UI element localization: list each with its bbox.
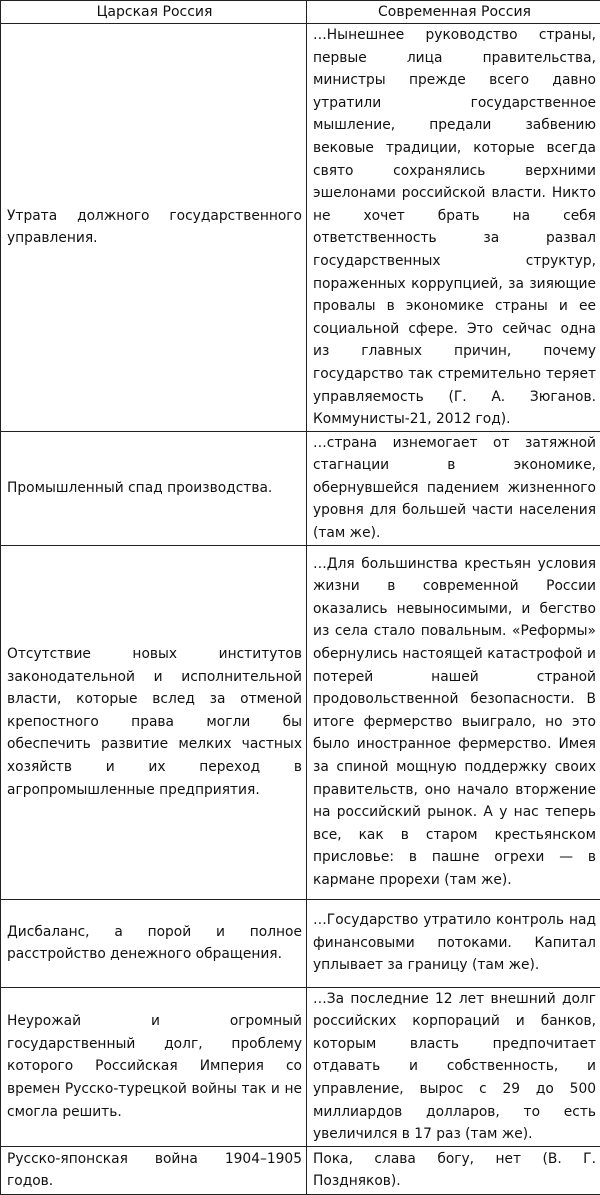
modern-cell bbox=[307, 987, 600, 1146]
tsarist-text: Дисбаланс, а порой и полное расстройство денежного обращения. bbox=[7, 921, 302, 966]
tsarist-cell bbox=[1, 899, 307, 987]
modern-text: …За последние 12 лет внешний долг российских корпораций и банков, которым власть предпочитает отдавать и собственность, и управление, вырос с 29 до 500 миллиардов долларов, то есть увеличился в 17 раз (там же). bbox=[313, 988, 596, 1146]
tsarist-text: Неурожай и огромный государственный долг, проблему которого Российская Империя со времен Русско-турецкой войны так и не смогла решить. bbox=[7, 1010, 302, 1123]
table-row bbox=[1, 545, 600, 899]
tsarist-cell bbox=[1, 431, 307, 545]
modern-text: Пока, слава богу, нет (В. Г. Поздняков). bbox=[313, 1148, 596, 1193]
tsarist-text: Промышленный спад производства. bbox=[7, 477, 302, 500]
header-tsarist-russia: Царская Россия bbox=[1, 1, 307, 24]
tsarist-cell bbox=[1, 545, 307, 899]
table-body bbox=[1, 24, 600, 1195]
table-row bbox=[1, 987, 600, 1146]
tsarist-text: Русско-японская война 1904–1905 годов. bbox=[7, 1148, 302, 1193]
modern-text: …Нынешнее руководство страны, первые лица правительства, министры прежде всего давно утратили государственное мышление, предали забвению вековые традиции, которые всегда свято сохранялись верхними эшелонами российской власти. Никто не хочет брать на себя ответственность за развал государственных структур, пораженных коррупцией, за зияющие провалы в экономике страны и ее социальной сфере. Это сейчас одна из главных причин, почему государство так стремительно теряет управляемость (Г. А. Зюганов. Коммунисты-21, 2012 год). bbox=[313, 24, 596, 431]
tsarist-cell bbox=[1, 1146, 307, 1194]
modern-cell bbox=[307, 899, 600, 987]
modern-cell bbox=[307, 1146, 600, 1194]
header-modern-russia: Современная Россия bbox=[307, 1, 600, 24]
modern-text: …Государство утратило контроль над финансовыми потоками. Капитал уплывает за границу (там же). bbox=[313, 909, 596, 977]
tsarist-text: Утрата должного государственного управления. bbox=[7, 205, 302, 250]
table-row bbox=[1, 24, 600, 432]
tsarist-text: Отсутствие новых институтов законодательной и исполнительной власти, которые вслед за отменой крепостного права могли бы обеспечить развитие мелких частных хозяйств и их переход в агропромышленные предприятия. bbox=[7, 643, 302, 801]
modern-cell bbox=[307, 24, 600, 432]
modern-text: …Для большинства крестьян условия жизни в современной России оказались невыносимыми, и бегство из села стало повальным. «Реформы» обернулись настоящей катастрофой и потерей нашей страной продовольственной безопасности. В итоге фермерство выиграло, но это было иностранное фермерство. Имея за спиной мощную поддержку своих правительств, оно начало вторжение на российский рынок. А у нас теперь все, как в старом крестьянском присловье: в пашне огрехи — в кармане прорехи (там же). bbox=[313, 553, 596, 892]
header-row bbox=[1, 1, 600, 24]
tsarist-cell bbox=[1, 987, 307, 1146]
tsarist-cell bbox=[1, 24, 307, 432]
table-row bbox=[1, 1146, 600, 1194]
modern-cell bbox=[307, 431, 600, 545]
table-header bbox=[1, 1, 600, 24]
table-row bbox=[1, 431, 600, 545]
modern-cell bbox=[307, 545, 600, 899]
modern-text: …страна изнемогает от затяжной стагнации в экономике, обернувшейся падением жизненного уровня для большей части населения (там же). bbox=[313, 432, 596, 545]
table-row bbox=[1, 899, 600, 987]
